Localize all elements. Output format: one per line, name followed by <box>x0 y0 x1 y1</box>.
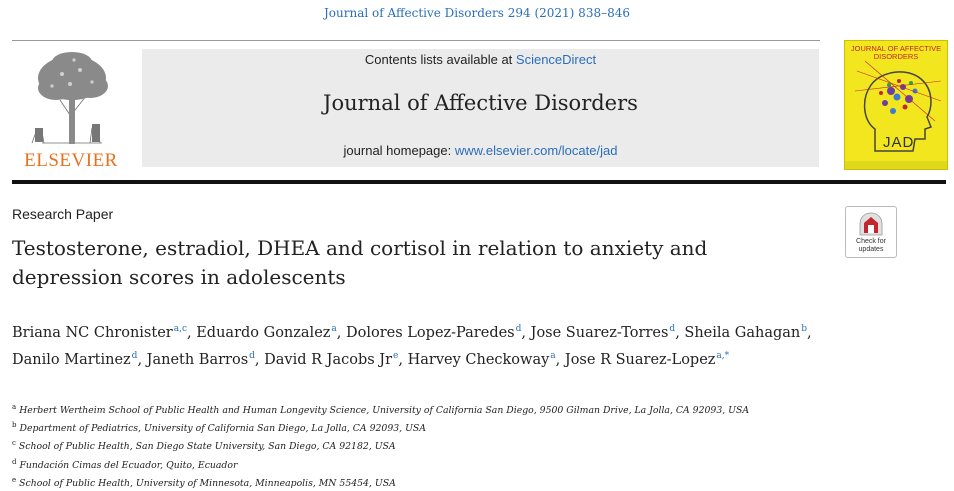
author-separator: , <box>336 325 347 341</box>
elsevier-logo[interactable] <box>12 48 130 172</box>
author-name[interactable] <box>12 352 137 368</box>
author-separator: , <box>187 325 197 341</box>
author-name-text: Jose R Suarez-Lopez <box>564 352 716 368</box>
author-separator: , <box>521 325 531 341</box>
header-thick-rule <box>12 180 946 184</box>
author-affiliation-marker[interactable]: b <box>801 324 808 334</box>
elsevier-tree-icon <box>12 48 130 146</box>
contents-line <box>142 52 819 67</box>
author-name-text: Danilo Martinez <box>12 352 131 368</box>
contents-prefix: Contents lists available at <box>364 52 516 67</box>
author-name[interactable] <box>408 352 556 368</box>
homepage-line <box>142 143 819 158</box>
author-name[interactable] <box>565 352 729 368</box>
author-affiliation-marker[interactable]: d <box>249 351 255 361</box>
author-name-text: Dolores Lopez-Paredes <box>346 325 515 341</box>
homepage-link[interactable]: www.elsevier.com/locate/jad <box>454 143 618 158</box>
affiliation-key: b <box>12 421 17 430</box>
author-list <box>12 318 862 372</box>
header-rule <box>12 40 820 41</box>
affiliation-item <box>12 400 912 418</box>
cover-title: JOURNAL OF AFFECTIVE DISORDERS <box>850 44 942 61</box>
affiliation-key: e <box>12 475 17 484</box>
journal-citation[interactable]: Journal of Affective Disorders 294 (2021) 838–846 <box>324 6 630 20</box>
author-name[interactable] <box>684 325 807 341</box>
author-separator: , <box>254 352 265 368</box>
affiliation-item <box>12 473 912 491</box>
journal-banner <box>142 49 819 167</box>
check-updates-label: Check for updates <box>856 238 886 253</box>
affiliation-item <box>12 455 912 473</box>
author-name-text: David R Jacobs Jr <box>264 352 393 368</box>
author-name-text: Sheila Gahagan <box>684 325 801 341</box>
sciencedirect-link[interactable]: ScienceDirect <box>515 52 597 67</box>
author-affiliation-marker[interactable]: a,c <box>173 324 187 334</box>
author-name-text: Harvey Checkoway <box>407 352 550 368</box>
author-affiliation-marker[interactable]: e <box>393 351 399 361</box>
author-separator: , <box>398 352 408 368</box>
author-separator: , <box>675 325 685 341</box>
affiliation-list <box>12 400 912 491</box>
author-affiliation-marker[interactable]: a <box>550 351 556 361</box>
cover-abbrev: JAD <box>883 134 915 151</box>
author-affiliation-marker[interactable]: a,* <box>716 351 730 361</box>
check-updates-icon <box>846 209 896 241</box>
affiliation-item <box>12 418 912 436</box>
author-separator: , <box>137 352 147 368</box>
author-name[interactable] <box>264 352 398 368</box>
affiliation-item <box>12 436 912 454</box>
affiliation-key: c <box>12 439 16 448</box>
paper-title: Testosterone, estradiol, DHEA and cortisol in relation to anxiety and depression scores in adolescents <box>12 236 708 289</box>
journal-cover[interactable] <box>844 40 948 170</box>
author-name-text: Janeth Barros <box>146 352 249 368</box>
affiliation-text: School of Public Health, University of Minnesota, Minneapolis, MN 55454, USA <box>19 477 396 489</box>
author-separator: , <box>555 352 565 368</box>
affiliation-text: Herbert Wertheim School of Public Health and Human Longevity Science, University of California San Diego, 9500 Gilman Drive, La Jolla, CA 92093, USA <box>19 405 750 416</box>
article-type: Research Paper <box>12 206 114 222</box>
author-name-text: Jose Suarez-Torres <box>530 325 669 341</box>
author-name-text: Eduardo Gonzalez <box>196 325 331 341</box>
journal-name[interactable]: Journal of Affective Disorders <box>323 91 638 115</box>
author-name[interactable] <box>196 325 337 341</box>
affiliation-text: Fundación Cimas del Ecuador, Quito, Ecuador <box>19 459 238 471</box>
affiliation-key: d <box>12 457 17 466</box>
author-name[interactable] <box>12 325 187 341</box>
author-name-text: Briana NC Chronister <box>12 325 173 341</box>
author-affiliation-marker[interactable]: d <box>515 324 522 334</box>
author-affiliation-marker[interactable]: d <box>131 351 138 361</box>
homepage-prefix: journal homepage: <box>343 143 455 158</box>
elsevier-wordmark: ELSEVIER <box>24 150 118 171</box>
affiliation-key: a <box>12 403 17 411</box>
affiliation-text: School of Public Health, San Diego State University, San Diego, CA 92182, USA <box>18 441 396 453</box>
cover-footer-strip <box>845 161 947 169</box>
check-for-updates-button[interactable] <box>845 206 897 258</box>
author-name[interactable] <box>531 325 676 341</box>
author-affiliation-marker[interactable]: d <box>669 324 676 334</box>
author-name[interactable] <box>346 325 521 341</box>
author-affiliation-marker[interactable]: a <box>331 324 337 334</box>
affiliation-text: Department of Pediatrics, University of California San Diego, La Jolla, CA 92093, USA <box>19 423 426 435</box>
author-name[interactable] <box>147 352 255 368</box>
author-separator: , <box>807 325 812 341</box>
